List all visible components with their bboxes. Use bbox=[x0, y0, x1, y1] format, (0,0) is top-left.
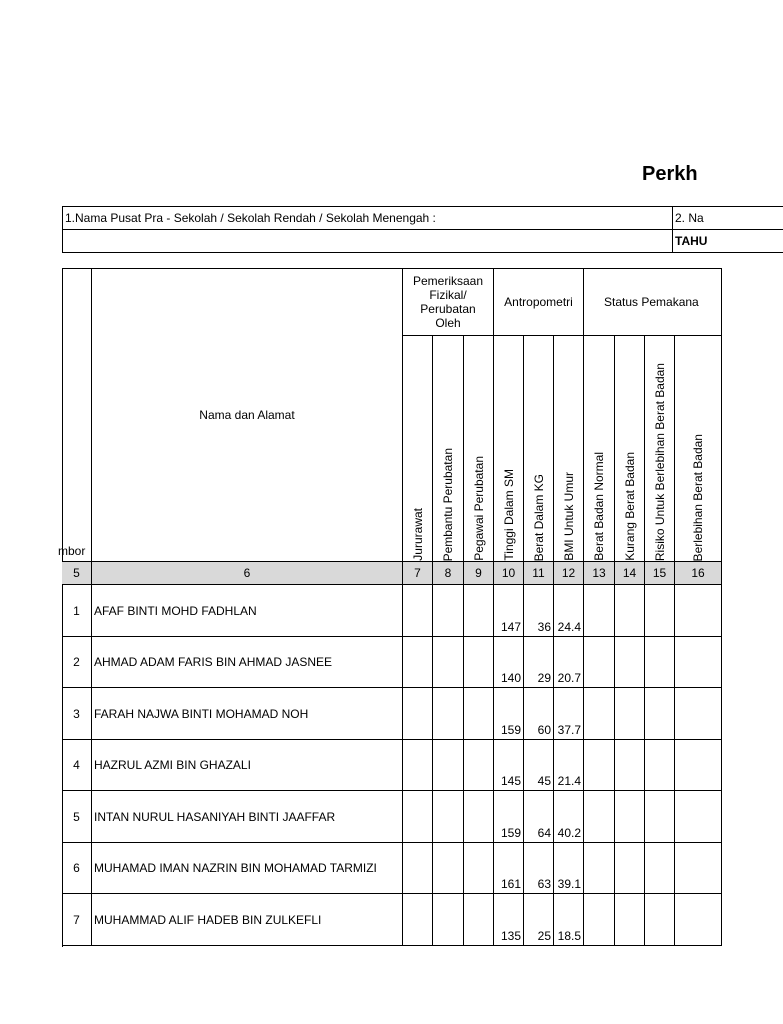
data-cell bbox=[464, 894, 494, 946]
header-nama bbox=[92, 268, 403, 562]
row-number-label: 3 bbox=[73, 706, 80, 721]
data-cell bbox=[584, 843, 615, 894]
data-cell bbox=[433, 894, 464, 946]
row-number-label: 7 bbox=[73, 912, 80, 927]
weight-cell-value: 25 bbox=[537, 929, 551, 943]
column-number-10 bbox=[494, 562, 524, 585]
height-cell bbox=[494, 894, 524, 946]
data-cell bbox=[433, 688, 464, 740]
row-number bbox=[62, 688, 92, 740]
column-number-label: 6 bbox=[243, 566, 251, 580]
weight-cell bbox=[524, 637, 554, 688]
data-cell bbox=[615, 637, 645, 688]
tahun-label: TAHU bbox=[675, 234, 708, 248]
bmi-cell-value: 24.4 bbox=[557, 620, 581, 634]
bmi-cell-value: 18.5 bbox=[557, 929, 581, 943]
data-cell bbox=[403, 637, 433, 688]
data-cell bbox=[464, 740, 494, 791]
row-number bbox=[62, 894, 92, 946]
student-name-label: AHMAD ADAM FARIS BIN AHMAD JASNEE bbox=[94, 655, 333, 669]
column-number-label: 9 bbox=[475, 566, 482, 580]
data-cell bbox=[403, 688, 433, 740]
height-cell bbox=[494, 637, 524, 688]
header-antropometri-label: Antropometri bbox=[504, 294, 573, 309]
column-number-8 bbox=[433, 562, 464, 585]
column-number-label: 16 bbox=[691, 566, 705, 580]
column-number-label: 12 bbox=[561, 566, 576, 580]
student-name bbox=[92, 740, 403, 791]
column-number-label: 5 bbox=[73, 566, 80, 580]
height-cell-value: 140 bbox=[500, 671, 521, 685]
data-cell bbox=[675, 688, 722, 740]
data-cell bbox=[645, 791, 675, 843]
header-col-bmi bbox=[554, 336, 584, 562]
data-cell bbox=[464, 637, 494, 688]
row-number bbox=[62, 585, 92, 637]
height-cell bbox=[494, 740, 524, 791]
data-cell bbox=[615, 688, 645, 740]
header-col-kurang-label: Kurang Berat Badan bbox=[622, 452, 637, 561]
data-cell bbox=[584, 688, 615, 740]
data-cell bbox=[615, 585, 645, 637]
data-cell bbox=[615, 740, 645, 791]
data-cell bbox=[464, 843, 494, 894]
data-cell bbox=[645, 843, 675, 894]
height-cell-value: 135 bbox=[500, 929, 521, 943]
data-cell bbox=[645, 688, 675, 740]
data-cell bbox=[675, 894, 722, 946]
student-name-label: FARAH NAJWA BINTI MOHAMAD NOH bbox=[94, 706, 309, 721]
data-cell bbox=[433, 740, 464, 791]
row-number-label: 1 bbox=[73, 603, 80, 618]
header-col-pegawai-label: Pegawai Perubatan bbox=[471, 456, 486, 561]
row-number bbox=[62, 791, 92, 843]
header-col-berat bbox=[524, 336, 554, 562]
right-label: 2. Na bbox=[675, 211, 704, 225]
column-number-9 bbox=[464, 562, 494, 585]
bmi-cell bbox=[554, 585, 584, 637]
height-cell bbox=[494, 791, 524, 843]
weight-cell-value: 60 bbox=[537, 723, 551, 737]
header-col-tinggi-label: Tinggi Dalam SM bbox=[501, 469, 516, 561]
header-col-pegawai bbox=[464, 336, 494, 562]
student-name bbox=[92, 894, 403, 946]
header-col-berlebihan-label: Berlebihan Berat Badan bbox=[691, 433, 705, 561]
header-col-normal-label: Berat Badan Normal bbox=[592, 452, 606, 561]
bmi-cell-value: 40.2 bbox=[557, 826, 581, 840]
weight-cell bbox=[524, 843, 554, 894]
header-col-jururawat-label: Jururawat bbox=[410, 508, 425, 561]
data-cell bbox=[584, 637, 615, 688]
bmi-cell bbox=[554, 688, 584, 740]
header-status-pemakanan bbox=[584, 268, 722, 336]
weight-cell-value: 64 bbox=[537, 826, 551, 840]
height-cell bbox=[494, 585, 524, 637]
data-cell bbox=[403, 894, 433, 946]
data-cell bbox=[615, 894, 645, 946]
data-cell bbox=[675, 637, 722, 688]
row-number-label: 4 bbox=[73, 758, 80, 772]
bmi-cell bbox=[554, 843, 584, 894]
student-name-label: HAZRUL AZMI BIN GHAZALI bbox=[94, 758, 251, 772]
header-col-pembantu-label: Pembantu Perubatan bbox=[441, 447, 455, 561]
bmi-cell bbox=[554, 637, 584, 688]
column-number-15 bbox=[645, 562, 675, 585]
info-row-tahun bbox=[63, 230, 783, 253]
row-number bbox=[62, 740, 92, 791]
weight-cell bbox=[524, 740, 554, 791]
data-cell bbox=[433, 637, 464, 688]
header-nama-label: Nama dan Alamat bbox=[199, 407, 295, 422]
weight-cell-value: 63 bbox=[537, 877, 551, 891]
weight-cell bbox=[524, 585, 554, 637]
header-col-risiko-label: Risiko Untuk Berlebihan Berat Badan bbox=[652, 362, 667, 561]
row-number-label: 6 bbox=[73, 861, 80, 875]
data-cell bbox=[464, 585, 494, 637]
data-cell bbox=[584, 740, 615, 791]
column-number-label: 8 bbox=[444, 566, 452, 580]
header-col-pembantu bbox=[433, 336, 464, 562]
column-number-13 bbox=[584, 562, 615, 585]
data-cell bbox=[464, 688, 494, 740]
weight-cell-value: 36 bbox=[537, 620, 551, 634]
height-cell-value: 159 bbox=[500, 723, 521, 737]
weight-cell bbox=[524, 894, 554, 946]
data-cell bbox=[464, 791, 494, 843]
data-cell bbox=[675, 791, 722, 843]
header-antropometri bbox=[494, 268, 584, 336]
data-cell bbox=[675, 843, 722, 894]
bmi-cell-value: 39.1 bbox=[557, 877, 581, 891]
data-cell bbox=[675, 585, 722, 637]
student-name bbox=[92, 843, 403, 894]
header-bil bbox=[58, 268, 92, 562]
student-name bbox=[92, 585, 403, 637]
row-number bbox=[62, 843, 92, 894]
header-col-normal bbox=[584, 336, 615, 562]
column-number-12 bbox=[554, 562, 584, 585]
header-status-label: Status Pemakana bbox=[604, 294, 699, 309]
row-number-label: 2 bbox=[73, 655, 80, 669]
column-number-label: 11 bbox=[532, 566, 545, 580]
bmi-cell-value: 21.4 bbox=[557, 774, 581, 788]
page-title: Perkh bbox=[642, 163, 698, 185]
weight-cell-value: 45 bbox=[537, 774, 551, 788]
bmi-cell bbox=[554, 791, 584, 843]
column-number-6 bbox=[92, 562, 403, 585]
height-cell bbox=[494, 688, 524, 740]
data-cell bbox=[403, 585, 433, 637]
height-cell bbox=[494, 843, 524, 894]
height-cell-value: 147 bbox=[500, 620, 521, 634]
header-col-risiko bbox=[645, 336, 675, 562]
row-number bbox=[62, 637, 92, 688]
column-number-label: 10 bbox=[501, 566, 516, 580]
weight-cell bbox=[524, 688, 554, 740]
data-cell bbox=[645, 740, 675, 791]
data-cell bbox=[615, 791, 645, 843]
column-number-16 bbox=[675, 562, 722, 585]
info-divider bbox=[672, 207, 673, 253]
student-name-label: MUHAMMAD ALIF HADEB BIN ZULKEFLI bbox=[94, 912, 322, 927]
data-cell bbox=[403, 843, 433, 894]
data-cell bbox=[433, 791, 464, 843]
student-name-label: AFAF BINTI MOHD FADHLAN bbox=[94, 603, 257, 618]
data-cell bbox=[403, 740, 433, 791]
column-number-5 bbox=[62, 562, 92, 585]
row-number-label: 5 bbox=[73, 809, 80, 824]
column-number-11 bbox=[524, 562, 554, 585]
data-cell bbox=[615, 843, 645, 894]
data-cell bbox=[675, 740, 722, 791]
weight-cell bbox=[524, 791, 554, 843]
student-name bbox=[92, 791, 403, 843]
student-name-label: MUHAMAD IMAN NAZRIN BIN MOHAMAD TARMIZI bbox=[94, 861, 377, 875]
data-cell bbox=[645, 585, 675, 637]
header-col-tinggi bbox=[494, 336, 524, 562]
student-name-label: INTAN NURUL HASANIYAH BINTI JAAFFAR bbox=[94, 809, 336, 824]
header-pemeriksaan bbox=[403, 268, 494, 336]
data-cell bbox=[433, 843, 464, 894]
bmi-cell-value: 20.7 bbox=[557, 671, 581, 685]
student-name bbox=[92, 637, 403, 688]
data-cell bbox=[584, 894, 615, 946]
column-number-7 bbox=[403, 562, 433, 585]
data-cell bbox=[645, 637, 675, 688]
header-col-jururawat bbox=[403, 336, 433, 562]
header-col-bmi-label: BMI Untuk Umur bbox=[561, 472, 576, 561]
header-pemeriksaan-label: Pemeriksaan Fizikal/ Perubatan Oleh bbox=[412, 273, 484, 330]
height-cell-value: 159 bbox=[500, 826, 521, 840]
student-name bbox=[92, 688, 403, 740]
height-cell-value: 161 bbox=[500, 877, 521, 891]
bmi-cell bbox=[554, 740, 584, 791]
header-bil-label: mbor bbox=[58, 544, 86, 558]
column-number-label: 7 bbox=[414, 566, 421, 580]
height-cell-value: 145 bbox=[500, 774, 521, 788]
data-cell bbox=[433, 585, 464, 637]
bmi-cell-value: 37.7 bbox=[557, 723, 581, 737]
data-cell bbox=[584, 585, 615, 637]
data-cell bbox=[645, 894, 675, 946]
column-number-label: 14 bbox=[622, 566, 637, 580]
data-cell bbox=[403, 791, 433, 843]
header-col-berat-label: Berat Dalam KG bbox=[531, 473, 546, 561]
weight-cell-value: 29 bbox=[537, 671, 551, 685]
column-number-label: 15 bbox=[652, 566, 667, 580]
info-row-school bbox=[63, 207, 783, 230]
info-box bbox=[62, 206, 783, 253]
data-cell bbox=[584, 791, 615, 843]
column-number-label: 13 bbox=[592, 566, 606, 580]
column-number-14 bbox=[615, 562, 645, 585]
header-col-berlebihan bbox=[675, 336, 722, 562]
school-label: 1.Nama Pusat Pra - Sekolah / Sekolah Rendah / Sekolah Menengah : bbox=[65, 211, 436, 225]
bmi-cell bbox=[554, 894, 584, 946]
header-col-kurang bbox=[615, 336, 645, 562]
